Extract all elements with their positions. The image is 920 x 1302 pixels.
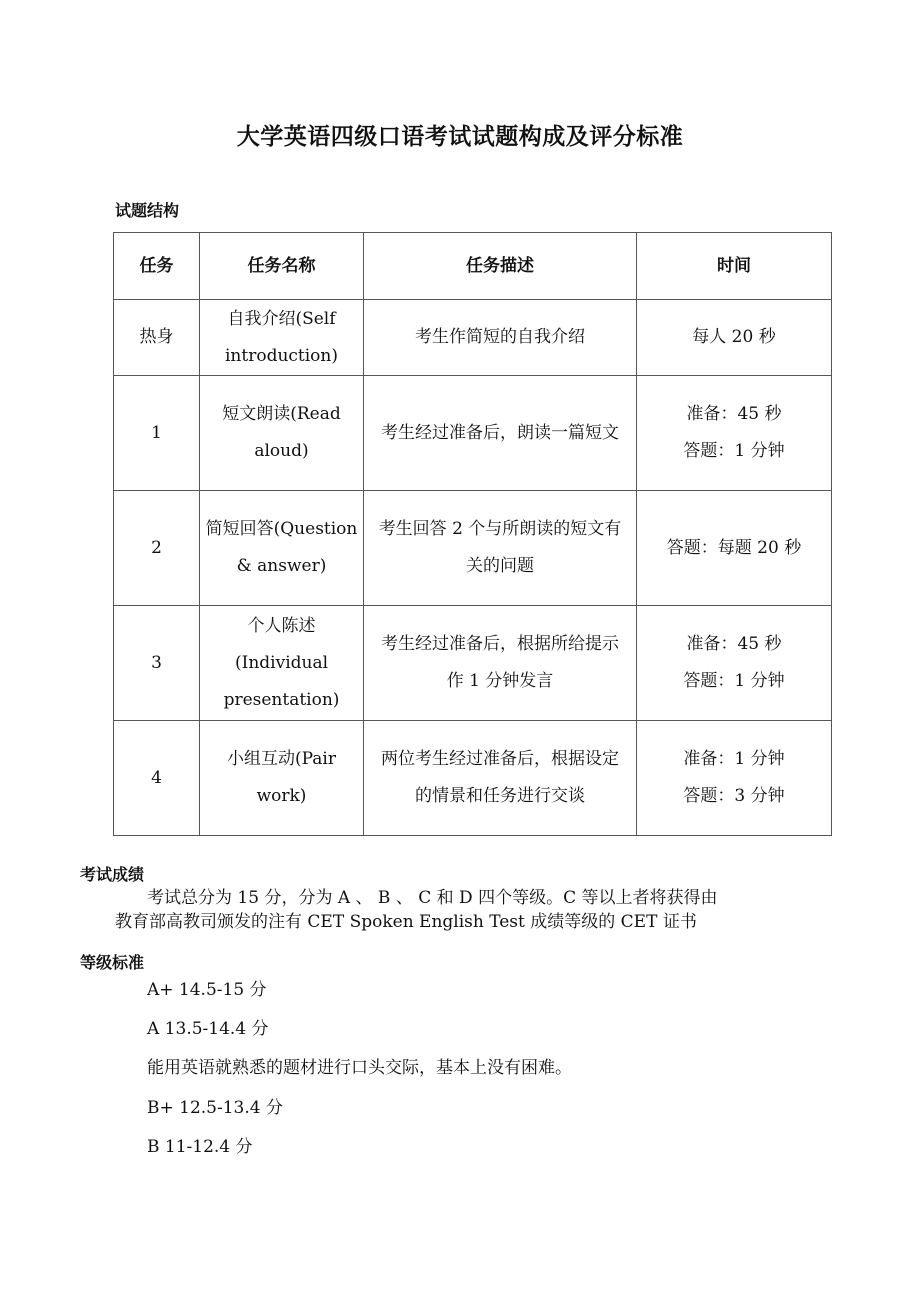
task-name-cell (200, 606, 364, 721)
table-header-row (114, 233, 832, 300)
task-name-line: 个人陈述(Individual (234, 615, 329, 673)
task-name-line: aloud) (254, 441, 309, 461)
column-header: 任务 (114, 233, 200, 300)
task-desc-line: 考生经过准备后，根据所给提示 (381, 634, 619, 654)
page-title: 大学英语四级口语考试试题构成及评分标准 (236, 124, 684, 150)
grade-line: B+ 12.5-13.4 分 (147, 1098, 283, 1118)
task-time-line: 准备：45 秒 (686, 404, 782, 424)
grade-line: B 11-12.4 分 (147, 1137, 253, 1157)
task-name-line: 短文朗读(Read (222, 404, 341, 424)
task-name-cell (200, 300, 364, 376)
task-desc-line: 的情景和任务进行交谈 (415, 786, 585, 806)
section-heading-score: 考试成绩 (80, 865, 145, 884)
table-row (114, 606, 832, 721)
table-row (114, 721, 832, 836)
grade-line: A+ 14.5-15 分 (147, 980, 267, 1000)
task-desc-line: 考生作简短的自我介绍 (415, 327, 585, 347)
task-desc-cell (364, 376, 637, 491)
task-time-cell (637, 491, 832, 606)
table-row (114, 376, 832, 491)
task-name-line: 简短回答(Question (205, 519, 358, 539)
task-cell: 2 (114, 491, 200, 606)
exam-structure-table (113, 232, 832, 836)
task-name-cell (200, 491, 364, 606)
task-time-line: 答题：1 分钟 (683, 441, 785, 461)
task-cell: 热身 (114, 300, 200, 376)
section-heading-structure: 试题结构 (115, 201, 180, 220)
task-desc-cell (364, 491, 637, 606)
column-header: 任务名称 (200, 233, 364, 300)
task-time-line: 答题：每题 20 秒 (666, 537, 802, 558)
score-paragraph-line-2: 教育部高教司颁发的注有 CET Spoken English Test 成绩等级的 CET 证书 (115, 912, 697, 932)
task-name-line: presentation) (223, 689, 340, 710)
task-time-cell (637, 376, 832, 491)
task-time-cell (637, 721, 832, 836)
grade-line: A 13.5-14.4 分 (147, 1019, 269, 1039)
task-desc-cell (364, 606, 637, 721)
table-row (114, 491, 832, 606)
task-time-line: 答题：3 分钟 (683, 786, 785, 806)
task-time-line: 准备：1 分钟 (683, 749, 785, 769)
grade-description: 能用英语就熟悉的题材进行口头交际，基本上没有困难。 (147, 1058, 572, 1078)
column-header: 时间 (637, 233, 832, 300)
task-time-line: 准备：45 秒 (686, 634, 782, 654)
task-time-line: 答题：1 分钟 (683, 671, 785, 691)
task-name-cell (200, 721, 364, 836)
task-desc-line: 两位考生经过准备后，根据设定 (381, 749, 619, 769)
section-heading-grade: 等级标准 (80, 953, 145, 972)
task-desc-line: 关的问题 (466, 556, 534, 576)
task-name-cell (200, 376, 364, 491)
score-paragraph-line-1: 考试总分为 15 分，分为 A 、 B 、 C 和 D 四个等级。C 等以上者将获得由 (147, 888, 718, 908)
task-time-cell (637, 606, 832, 721)
task-desc-cell (364, 721, 637, 836)
task-time-line: 每人 20 秒 (692, 327, 776, 347)
task-cell: 3 (114, 606, 200, 721)
task-desc-line: 作 1 分钟发言 (446, 671, 554, 691)
task-name-line: & answer) (236, 556, 327, 576)
task-cell: 1 (114, 376, 200, 491)
task-desc-cell (364, 300, 637, 376)
task-desc-line: 考生经过准备后，朗读一篇短文 (381, 422, 619, 443)
task-name-line: 自我介绍(Self (227, 308, 336, 329)
task-desc-line: 考生回答 2 个与所朗读的短文有 (378, 519, 622, 539)
table-row (114, 300, 832, 376)
task-name-line: introduction) (224, 345, 338, 366)
task-time-cell (637, 300, 832, 376)
task-name-line: 小组互动(Pair work) (226, 749, 336, 806)
task-cell: 4 (114, 721, 200, 836)
column-header: 任务描述 (364, 233, 637, 300)
